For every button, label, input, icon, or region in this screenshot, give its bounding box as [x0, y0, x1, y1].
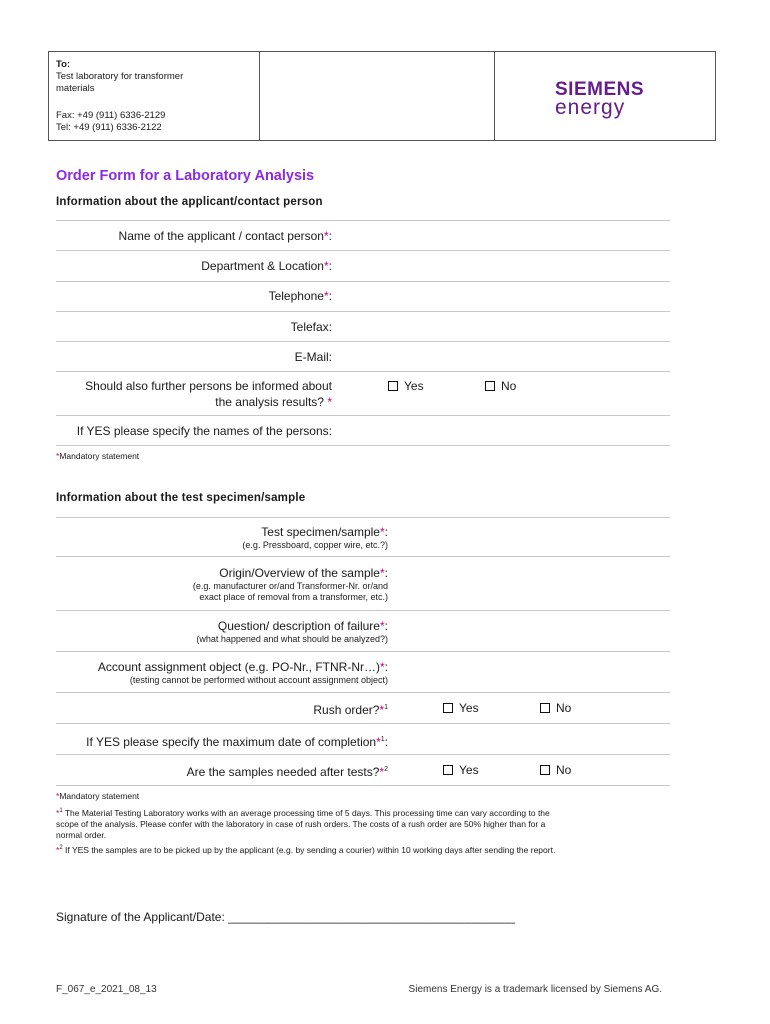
form-code: F_067_e_2021_08_13	[56, 984, 157, 995]
header-divider	[494, 51, 495, 141]
account-field[interactable]	[395, 653, 670, 691]
siemens-energy-logo	[555, 80, 665, 120]
logo-text-top: SIEMENS	[555, 79, 645, 100]
question-hint: (what happened and what should be analyzed?)	[196, 634, 388, 644]
section-title-specimen: Information about the test specimen/sample	[56, 492, 306, 504]
recipient-title: To:	[56, 59, 71, 70]
origin-field[interactable]	[395, 558, 670, 608]
inform-yes-option[interactable]: Yes	[388, 379, 424, 393]
row-divider	[56, 785, 670, 786]
row-divider	[56, 610, 670, 611]
origin-hint: exact place of removal from a transformer, etc.)	[199, 592, 388, 602]
contact-block	[56, 110, 165, 134]
row-divider	[56, 556, 670, 557]
specimen-label-group	[242, 524, 388, 551]
origin-label: Origin/Overview of the sample*:	[219, 566, 388, 580]
email-label: E-Mail:	[294, 350, 332, 364]
row-divider	[56, 311, 670, 312]
samples-no-option[interactable]: No	[540, 763, 571, 777]
section-title-applicant: Information about the applicant/contact person	[56, 196, 323, 208]
telephone-field[interactable]	[340, 283, 670, 311]
specimen-field[interactable]	[395, 519, 670, 555]
row-divider	[56, 723, 670, 724]
account-label: Account assignment object (e.g. PO-Nr., FTNR-Nr…)*:	[97, 660, 388, 674]
rush-order-label: Rush order?*$^1$	[313, 703, 388, 717]
question-field[interactable]	[395, 612, 670, 650]
logo-text-bottom: energy	[555, 96, 626, 119]
inform-persons-label: Should also further persons be informed about the analysis results? *	[85, 379, 332, 409]
row-divider	[56, 651, 670, 652]
inform-no-option[interactable]: No	[485, 379, 516, 393]
row-divider	[56, 754, 670, 755]
row-divider	[56, 692, 670, 693]
row-divider	[56, 517, 670, 518]
header-divider	[259, 51, 260, 141]
trademark-notice: Siemens Energy is a trademark licensed by Siemens AG.	[408, 984, 662, 995]
department-label: Department & Location*:	[201, 259, 332, 273]
origin-hint: (e.g. manufacturer or/and Transformer-Nr. or/and	[192, 581, 388, 591]
fax-number: Fax: +49 (911) 6336-2129	[56, 110, 166, 121]
row-divider	[56, 415, 670, 416]
rush-no-option[interactable]: No	[540, 701, 571, 715]
row-divider	[56, 220, 670, 221]
signature-line[interactable]: Signature of the Applicant/Date: ___________________________________________	[56, 910, 516, 924]
account-hint: (testing cannot be performed without account assignment object)	[129, 675, 388, 685]
samples-needed-label: Are the samples needed after tests?*$^2$	[186, 765, 388, 779]
row-divider	[56, 281, 670, 282]
applicant-name-field[interactable]	[340, 222, 670, 250]
applicant-name-label: Name of the applicant / contact person*:	[118, 229, 332, 243]
row-divider	[56, 445, 670, 446]
telefax-label: Telefax:	[290, 320, 332, 334]
telephone-label: Telephone*:	[268, 289, 332, 303]
email-field[interactable]	[340, 343, 670, 371]
row-divider	[56, 341, 670, 342]
account-label-group	[98, 659, 388, 686]
names-persons-label: If YES please specify the names of the persons:	[76, 424, 332, 438]
checkbox-icon[interactable]	[485, 381, 495, 391]
form-title: Order Form for a Laboratory Analysis	[56, 168, 315, 184]
recipient-line: materials	[56, 83, 95, 94]
mandatory-note: *Mandatory statement	[56, 451, 140, 461]
max-date-label: If YES please specify the maximum date of completion*$^1$:	[86, 735, 388, 749]
checkbox-icon[interactable]	[443, 703, 453, 713]
telefax-field[interactable]	[340, 313, 670, 341]
max-date-field[interactable]	[395, 725, 670, 753]
rush-yes-option[interactable]: Yes	[443, 701, 479, 715]
checkbox-icon[interactable]	[540, 765, 550, 775]
mandatory-note: *Mandatory statement	[56, 791, 140, 801]
department-field[interactable]	[340, 252, 670, 280]
checkbox-icon[interactable]	[540, 703, 550, 713]
checkbox-icon[interactable]	[443, 765, 453, 775]
row-divider	[56, 371, 670, 372]
samples-yes-option[interactable]: Yes	[443, 763, 479, 777]
question-label-group	[196, 618, 388, 645]
specimen-label: Test specimen/sample*:	[261, 525, 388, 539]
specimen-hint: (e.g. Pressboard, copper wire, etc.?)	[242, 540, 388, 550]
row-divider	[56, 250, 670, 251]
footnote-2: *$^2$ If YES the samples are to be picked up by the applicant (e.g. by sending a courier) within 10 working days after sending the report.	[56, 844, 556, 855]
checkbox-icon[interactable]	[388, 381, 398, 391]
recipient-line: Test laboratory for transformer	[56, 71, 184, 82]
tel-number: Tel: +49 (911) 6336-2122	[56, 122, 162, 133]
recipient-block	[56, 59, 252, 95]
footnote-1: *$^1$ The Material Testing Laboratory works with an average processing time of 5 days. This processing time can vary according to the scope of the analysis. Please confer with the laboratory in case of rush orders. The costs of a rush order are 50% higher than for a normal order.	[56, 807, 550, 840]
names-persons-field[interactable]	[340, 417, 670, 445]
question-label: Question/ description of failure*:	[217, 619, 388, 633]
origin-label-group	[193, 565, 388, 603]
